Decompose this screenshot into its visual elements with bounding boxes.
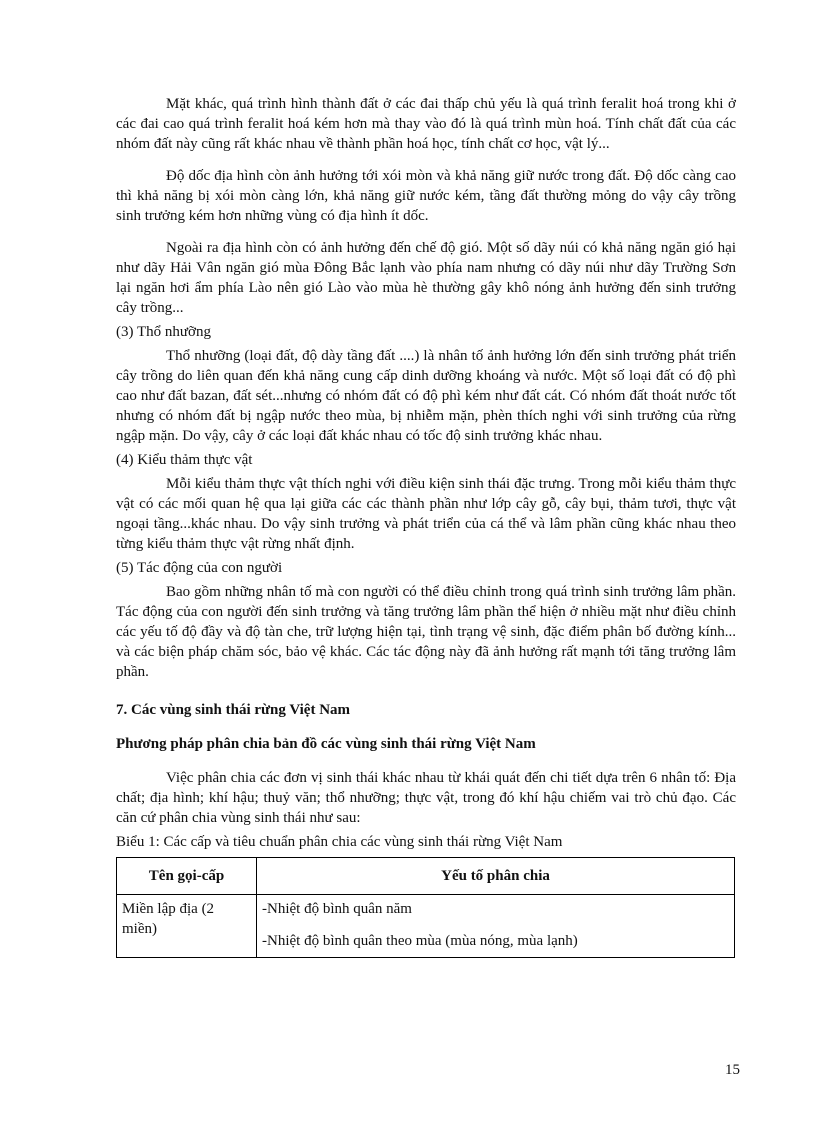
- criterion-seasonal-temperature: -Nhiệt độ bình quân theo mùa (mùa nóng, mùa lạnh): [262, 933, 578, 949]
- classification-table: [116, 857, 735, 958]
- paragraph-soil: Thổ nhưỡng (loại đất, độ dày tầng đất ....) là nhân tố ảnh hưởng lớn đến sinh trưởng phát triển cây trồng do liên quan đến khả năng cung cấp dinh dưỡng khoáng và nước. Một số loại đất có độ phì cao như đất bazan, đất sét...nhưng có nhóm đất có độ phì kém như đất cát. Có nhóm đất thoát nước tốt nhưng có nhóm đất bị ngập nước theo mùa, bị nhiễm mặn, phèn thích nghi với sinh trưởng của rừng ngập mặn. Do vậy, cây ở các loại đất khác nhau có tốc độ sinh trưởng khác nhau.: [116, 348, 736, 444]
- cell-criteria: [257, 895, 735, 958]
- column-header-criteria: Yếu tố phân chia: [257, 858, 735, 895]
- section-heading-ecoregions: 7. Các vùng sinh thái rừng Việt Nam: [116, 702, 351, 718]
- paragraph-soil-formation: Mặt khác, quá trình hình thành đất ở các đai thấp chủ yếu là quá trình feralit hoá trong khi ở các đai cao quá trình feralit hoá kém hơn mà thay vào đó là quá trình mùn hoá. Tính chất đất của các nhóm đất này cũng rất khác nhau về thành phần hoá học, tính chất cơ học, vật lý...: [116, 96, 736, 152]
- factor-label-human: (5) Tác động của con người: [116, 560, 283, 576]
- paragraph-slope-erosion: Độ dốc địa hình còn ảnh hưởng tới xói mòn và khả năng giữ nước trong đất. Độ dốc càng cao thì khả năng bị xói mòn càng lớn, khả năng giữ nước kém, tầng đất thường mỏng do vậy cây trồng sinh trưởng kém hơn những vùng có địa hình ít dốc.: [116, 168, 736, 224]
- paragraph-human-impact: Bao gồm những nhân tố mà con người có thể điều chỉnh trong quá trình sinh trưởng lâm phần. Tác động của con người đến sinh trưởng và tăng trưởng lâm phần thể hiện ở nhiều mặt như điều chỉnh các yếu tố độ đầy và độ tàn che, trữ lượng hiện tại, tình trạng vệ sinh, đặc điểm phân bố đường kính... và các biện pháp chăm sóc, bảo vệ khác. Các tác động này đã ảnh hưởng rất mạnh tới tăng trưởng lâm phần.: [116, 584, 736, 680]
- table-row: [117, 895, 735, 958]
- criterion-annual-temperature: -Nhiệt độ bình quân năm: [262, 901, 412, 917]
- document-page: [116, 94, 736, 958]
- paragraph-wind-regime: Ngoài ra địa hình còn có ảnh hưởng đến chế độ gió. Một số dãy núi có khả năng ngăn gió hại như dãy Hải Vân ngăn gió mùa Đông Bắc lạnh vào phía nam nhưng có dãy núi như dãy Trường Sơn lại ngăn hơi ẩm phía Lào nên gió Lào vào mùa hè thường gây khô nóng ảnh hưởng đến sinh trưởng cây trồng...: [116, 240, 736, 316]
- cell-level: Miền lập địa (2 miền): [117, 895, 257, 958]
- factor-label-soil: (3) Thổ nhưỡng: [116, 324, 211, 340]
- table-caption: Biểu 1: Các cấp và tiêu chuẩn phân chia các vùng sinh thái rừng Việt Nam: [116, 834, 563, 850]
- subheading-method: Phương pháp phân chia bản đồ các vùng sinh thái rừng Việt Nam: [116, 736, 536, 752]
- paragraph-vegetation: Mỗi kiểu thảm thực vật thích nghi với điều kiện sinh thái đặc trưng. Trong mỗi kiểu thảm thực vật có các mối quan hệ qua lại giữa các các thành phần như lớp cây gỗ, cây bụi, thảm tươi, thực vật ngoại tầng...khác nhau. Do vậy sinh trưởng và phát triển của cá thể và lâm phần cũng khác nhau theo từng kiểu thảm thực vật rừng nhất định.: [116, 476, 736, 552]
- paragraph-classification: Việc phân chia các đơn vị sinh thái khác nhau từ khái quát đến chi tiết dựa trên 6 nhân tố: Địa chất; địa hình; khí hậu; thuỷ văn; thổ nhưỡng; thực vật, trong đó khí hậu chiếm vai trò chủ đạo. Các căn cứ phân chia vùng sinh thái như sau:: [116, 770, 736, 826]
- page-number: 15: [725, 1062, 740, 1078]
- table-header-row: [117, 858, 735, 895]
- factor-label-vegetation: (4) Kiểu thảm thực vật: [116, 452, 253, 468]
- column-header-level: Tên gọi-cấp: [117, 858, 257, 895]
